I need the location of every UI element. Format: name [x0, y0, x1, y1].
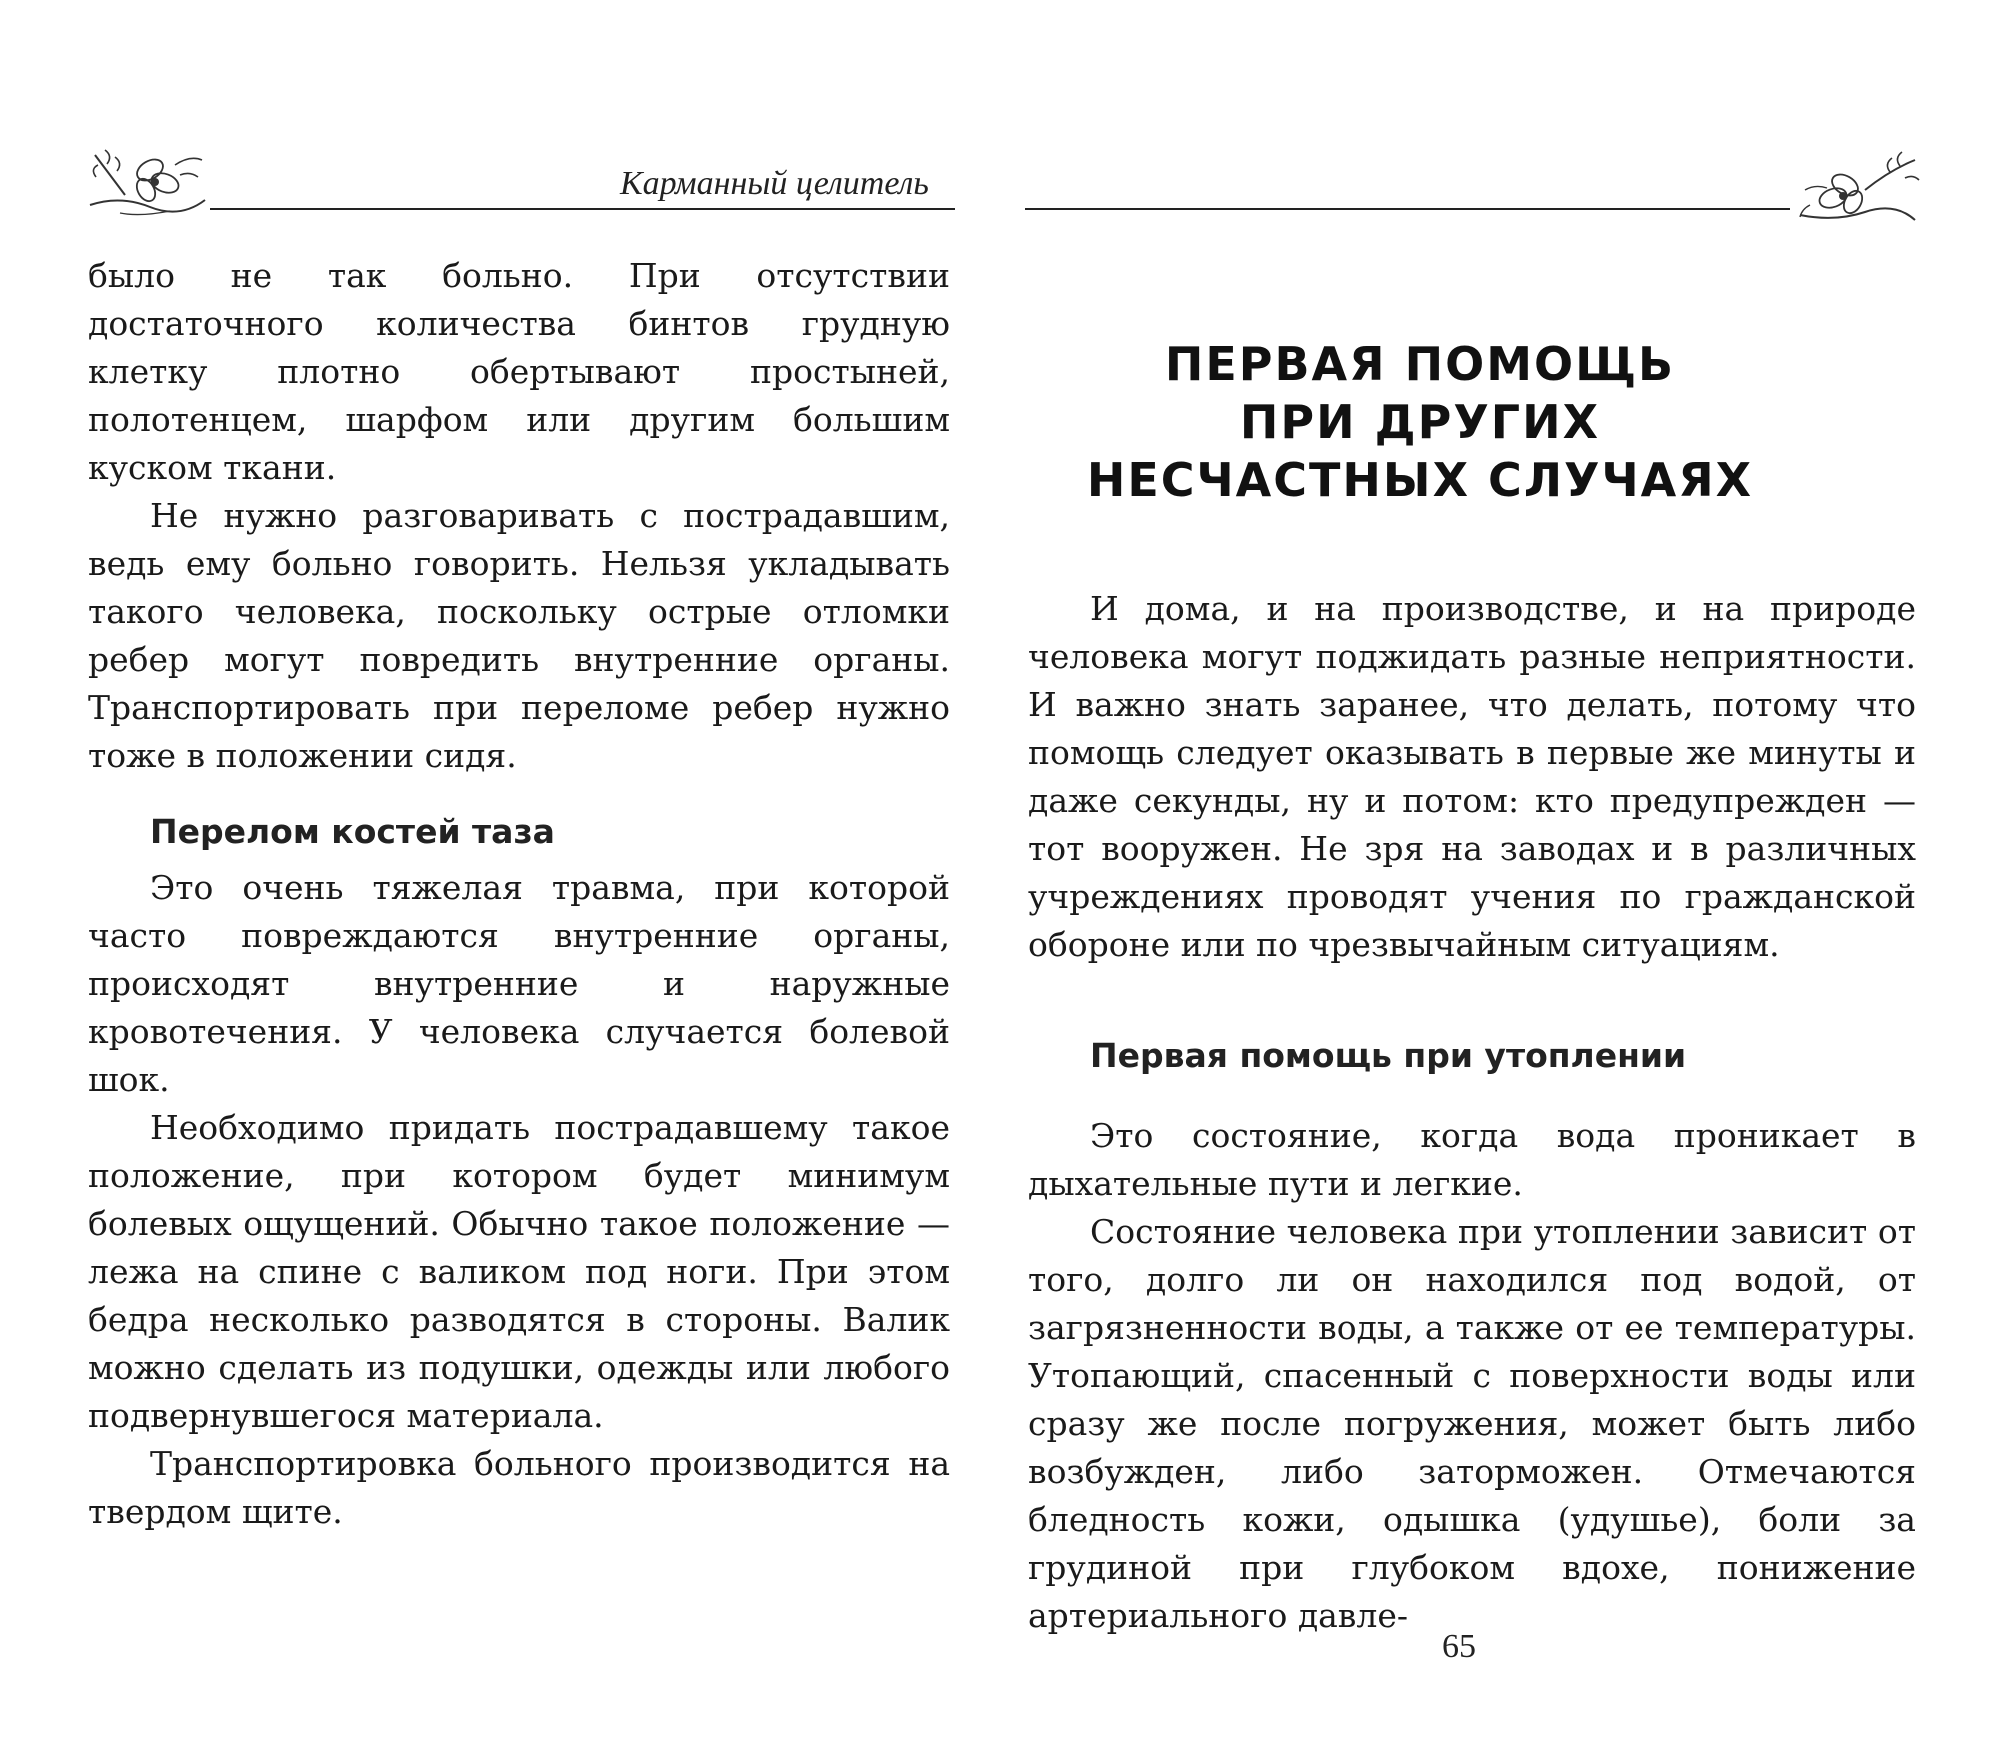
- paragraph: было не так больно. При отсутствии достаточного количества бинтов грудную клетку плотно обертывают простыней, полотенцем, шарфом или другим большим куском ткани.: [88, 256, 950, 487]
- right-body: [1028, 1112, 1916, 1640]
- chapter-title-line: ПЕРВАЯ ПОМОЩЬ: [1164, 337, 1676, 391]
- section-heading: Перелом костей таза: [150, 812, 555, 851]
- chapter-title-line: НЕСЧАСТНЫХ СЛУЧАЯХ: [1086, 453, 1754, 507]
- header-rule: [1025, 208, 1790, 210]
- chapter-title-line: ПРИ ДРУГИХ: [1239, 395, 1601, 449]
- header-rule: [210, 208, 955, 210]
- page-number: 65: [1442, 1628, 1476, 1665]
- paragraph: Это состояние, когда вода проникает в дыхательные пути и легкие.: [1028, 1116, 1916, 1203]
- paragraph: Транспортировка больного производится на твердом щите.: [88, 1444, 950, 1531]
- chapter-title: [1060, 335, 1780, 509]
- paragraph: Состояние человека при утоплении зависит от того, долго ли он находился под водой, от загрязненности воды, а также от ее температуры. Утопающий, спасенный с поверхности воды или сразу же после погружения, может быть либо возбужден, либо заторможен. Отмечаются бледность кожи, одышка (удушье), боли за грудиной при глубоком вдохе, понижение артериального давле-: [1028, 1212, 1916, 1635]
- floral-ornament-icon: [1795, 150, 1925, 235]
- floral-ornament-icon: [80, 135, 210, 220]
- running-title: Карманный целитель: [620, 165, 929, 202]
- right-intro: [1028, 585, 1916, 969]
- left-body: [88, 252, 950, 1536]
- paragraph: Необходимо придать пострадавшему такое положение, при котором будет минимум болевых ощущений. Обычно такое положение — лежа на спине с валиком под ноги. При этом бедра несколько разводятся в стороны. Валик можно сделать из подушки, одежды или любого подвернувшегося материала.: [88, 1108, 950, 1435]
- paragraph: Это очень тяжелая травма, при которой часто повреждаются внутренние органы, происходят внутренние и наружные кровотечения. У человека случается болевой шок.: [88, 868, 950, 1099]
- paragraph: Не нужно разговаривать с пострадавшим, ведь ему больно говорить. Нельзя укладывать такого человека, поскольку острые отломки ребер могут повредить внутренние органы. Транспортировать при переломе ребер нужно тоже в положении сидя.: [88, 496, 950, 775]
- paragraph: И дома, и на производстве, и на природе человека могут поджидать разные неприятности. И важно знать заранее, что делать, потому что помощь следует оказывать в первые же минуты и даже секунды, ну и потом: кто предупрежден — тот вооружен. Не зря на заводах и в различных учреждениях проводят учения по гражданской обороне или по чрезвычайным ситуациям.: [1028, 589, 1916, 964]
- right-page: [1000, 0, 2000, 1748]
- section-heading: Первая помощь при утоплении: [1090, 1036, 1687, 1075]
